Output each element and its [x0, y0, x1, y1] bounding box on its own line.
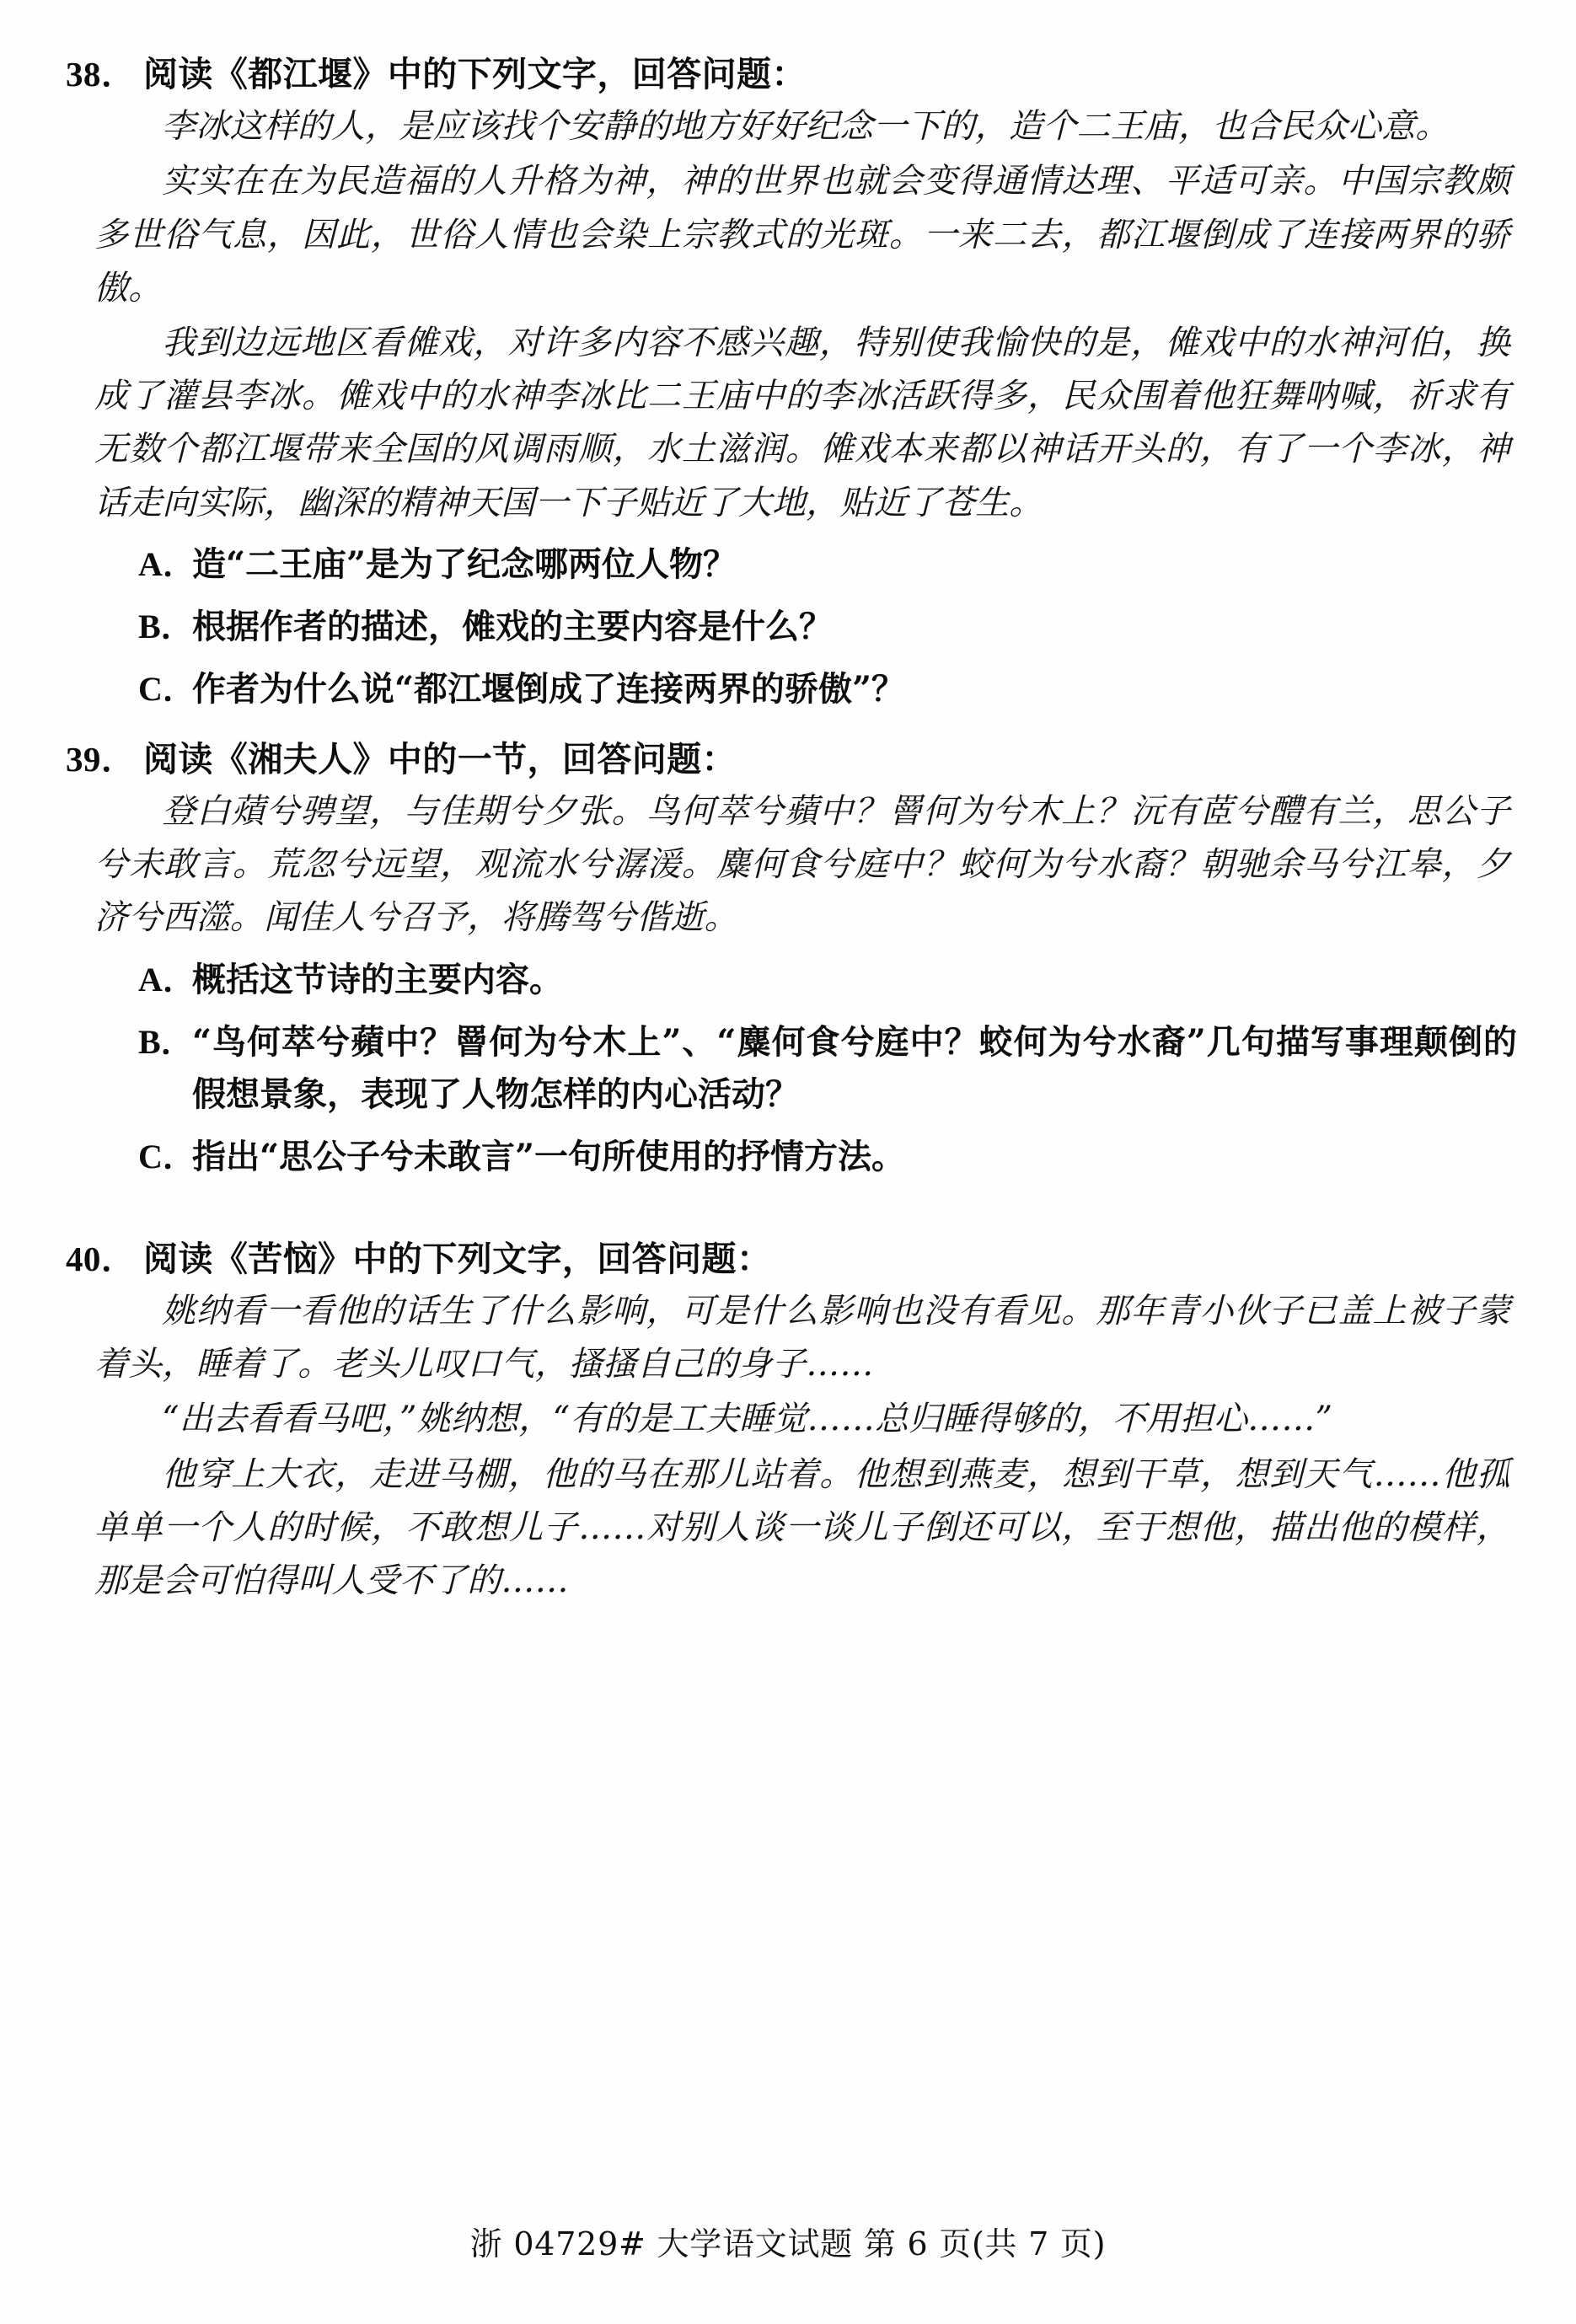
sub-question-38-b	[66, 601, 1517, 653]
spacer-after-38	[66, 726, 1517, 737]
question-heading-39	[66, 737, 1517, 782]
passage-40-1: 姚纳看一看他的话生了什么影响，可是什么影响也没有看见。那年青小伙子已盖上被子蒙着头，睡着了。老头儿叹口气，搔搔自己的身子……	[94, 1291, 1510, 1384]
page-content	[66, 52, 1517, 1609]
sub-question-text-c: 指出“思公子兮未敢言”一句所使用的抒情方法。	[192, 1136, 906, 1176]
sub-question-text-a: 造“二王庙”是为了纪念哪两位人物？	[192, 544, 737, 584]
passage-38-3: 我到边远地区看傩戏，对许多内容不感兴趣，特别使我愉快的是，傩戏中的水神河伯，换成了灌县李冰。傩戏中的水神李冰比二王庙中的李冰活跃得多，民众围着他狂舞呐喊，祈求有无数个都江堰带来全国的风调雨顺，水土滋润。傩戏本来都以神话开头的，有了一个李冰，神话走向实际，幽深的精神天国一下子贴近了大地，贴近了苍生。	[94, 324, 1510, 522]
sub-question-label-a: A．	[138, 544, 196, 583]
question-number-40: 40．	[66, 1239, 137, 1278]
sub-question-label-b: B．	[138, 607, 195, 645]
passage-40-2: “出去看看马吧，”姚纳想，“有的是工夫睡觉……总归睡得够的，不用担心……”	[162, 1400, 1333, 1439]
passage-38-1: 李冰这样的人，是应该找个安静的地方好好纪念一下的，造个二王庙，也合民众心意。	[162, 107, 1450, 147]
sub-question-list-39	[66, 954, 1517, 1183]
question-title-38: 阅读《都江堰》中的下列文字，回答问题：	[143, 54, 807, 94]
sub-question-39-b	[66, 1016, 1517, 1121]
sub-question-label-c: C．	[138, 669, 196, 708]
sub-question-list-38	[66, 538, 1517, 715]
question-number-38: 38．	[66, 55, 137, 94]
sub-question-38-c	[66, 663, 1517, 715]
sub-question-38-a	[66, 538, 1517, 591]
question-number-39: 39．	[66, 739, 137, 779]
sub-question-label-b: B．	[138, 1022, 195, 1061]
sub-question-text-c: 作者为什么说“都江堰倒成了连接两界的骄傲”？	[192, 668, 906, 709]
sub-question-text-b: “鸟何萃兮蘋中？罾何为兮木上”、“麋何食兮庭中？蛟何为兮水裔”几句描写事理颠倒的假想景象，表现了人物怎样的内心活动？	[192, 1021, 1517, 1114]
question-title-39: 阅读《湘夫人》中的一节，回答问题：	[143, 738, 737, 779]
passage-40-3: 他穿上大衣，走进马棚，他的马在那儿站着。他想到燕麦，想到干草，想到天气……他孤单单一个人的时候，不敢想儿子……对别人谈一谈儿子倒还可以，至于想他，描出他的模样，那是会可怕得叫人受不了的……	[94, 1454, 1510, 1600]
passage-39-1: 登白薠兮骋望，与佳期兮夕张。鸟何萃兮蘋中？罾何为兮木上？沅有茝兮醴有兰，思公子兮未敢言。荒忽兮远望，观流水兮潺湲。麋何食兮庭中？蛟何为兮水裔？朝驰余马兮江皋，夕济兮西澨。闻佳人兮召予，将腾驾兮偕逝。	[94, 792, 1510, 938]
sub-question-text-b: 根据作者的描述，傩戏的主要内容是什么？	[192, 606, 833, 646]
passage-38-2: 实实在在为民造福的人升格为神，神的世界也就会变得通情达理、平适可亲。中国宗教颇多世俗气息，因此，世俗人情也会染上宗教式的光斑。一来二去，都江堰倒成了连接两界的骄傲。	[94, 162, 1510, 308]
sub-question-label-a: A．	[138, 960, 196, 999]
page-footer: 浙 04729# 大学语文试题 第 6 页(共 7 页)	[469, 2225, 1107, 2262]
sub-question-39-a	[66, 954, 1517, 1006]
question-heading-40	[66, 1237, 1517, 1282]
sub-question-text-a: 概括这节诗的主要内容。	[192, 959, 563, 999]
sub-question-label-c: C．	[138, 1137, 196, 1175]
sub-question-39-c	[66, 1131, 1517, 1183]
question-title-40: 阅读《苦恼》中的下列文字，回答问题：	[143, 1238, 772, 1279]
spacer-after-39	[66, 1193, 1517, 1237]
question-heading-38	[66, 52, 1517, 97]
